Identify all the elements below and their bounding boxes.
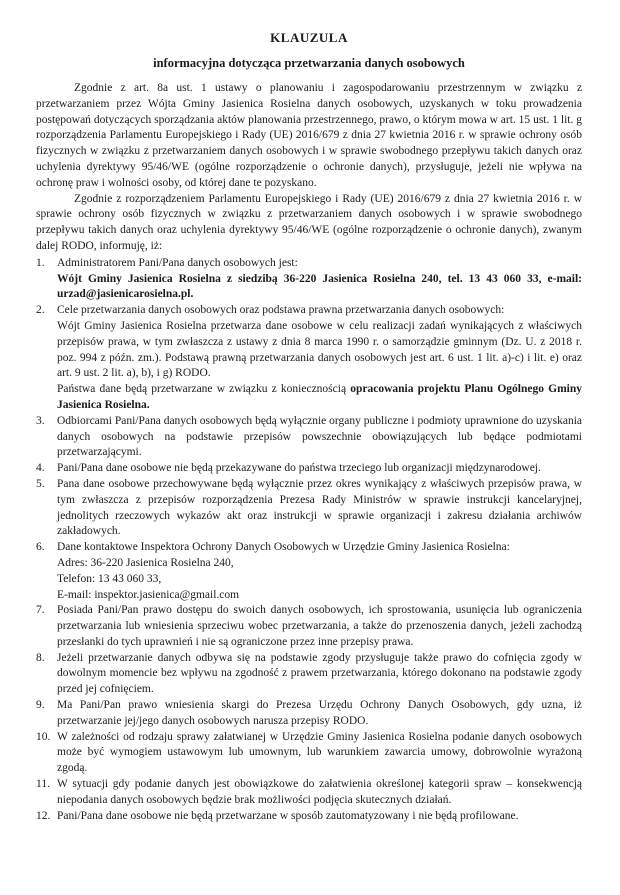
item-number: 8.: [36, 651, 45, 664]
item-9-text: Ma Pani/Pan prawo wniesienia skargi do Prezesa Urzędu Ochrony Danych Osobowych, gdy uzna, iż przetwarzanie jej/jego danych osobowych narusza przepisy RODO.: [57, 699, 582, 727]
list-item-6: [36, 540, 582, 603]
item-number: 10.: [36, 730, 51, 743]
item-1-lead: Administratorem Pani/Pana danych osobowych jest:: [57, 256, 298, 269]
item-number: 11.: [36, 778, 50, 791]
clause-list: [36, 256, 582, 825]
item-number: 6.: [36, 541, 45, 554]
item-6-lead: Dane kontaktowe Inspektora Ochrony Danych Osobowych w Urzędzie Gminy Jasienica Rosielna:: [57, 541, 510, 554]
item-body: [57, 540, 582, 603]
item-1-administrator-details: Wójt Gminy Jasienica Rosielna z siedzibą 36-220 Jasienica Rosielna 240, tel. 13 43 060 33, e-mail: urzad@jasienicarosielna.pl.: [57, 272, 582, 301]
contact-email: E-mail: inspektor.jasienica@gmail.com: [57, 588, 240, 601]
item-10-text: W zależności od rodzaju sprawy załatwianej w Urzędzie Gminy Jasienica Rosielna podanie danych osobowych może być wymogiem ustawowym lub umownym, lub warunkiem zawarcia umowy, dobrowolnie wyrażoną zgodą.: [57, 730, 582, 775]
contact-phone: Telefon: 13 43 060 33,: [57, 572, 162, 585]
note-bold-text: opracowania projektu Planu Ogólnego Gminy Jasienica Rosielna.: [57, 383, 582, 411]
list-item-1: [36, 256, 582, 303]
item-8-text: Jeżeli przetwarzanie danych odbywa się na podstawie zgody przysługuje także prawo do cofnięcia zgody w dowolnym momencie bez wpływu na zgodność z prawem przetwarzania, którego dokonano na podstawie zgody przed jej cofnięciem.: [57, 651, 582, 696]
list-item-9: [36, 698, 582, 730]
intro-paragraph-1: Zgodnie z art. 8a ust. 1 ustawy o planowaniu i zagospodarowaniu przestrzennym w związku z przetwarzaniem przez Wójta Gminy Jasienica Rosielna danych osobowych, uzyskanych w toku prowadzenia postępowań dotyczących sporządzania aktów planowania przestrzennego, prawo, o którym mowa w art. 15 ust. 1 lit. g rozporządzenia Parlamentu Europejskiego i Rady (UE) 2016/679 z dnia 27 kwietnia 2016 r. w sprawie ochrony osób fizycznych w związku z przetwarzaniem danych osobowych i w sprawie swobodnego przepływu takich danych oraz uchylenia dyrektywy 95/46/WE (ogólne rozporządzenie o ochronie danych), przysługuje, jeżeli nie wpływa na ochronę praw i wolności osoby, od której dane te pozyskano.: [36, 82, 582, 189]
item-2-note: [57, 382, 582, 414]
contact-address: Adres: 36-220 Jasienica Rosielna 240,: [57, 556, 234, 569]
item-body: [57, 303, 582, 414]
list-item-4: [36, 461, 582, 477]
note-normal-text: Państwa dane będą przetwarzane w związku z koniecznością: [57, 383, 351, 396]
item-7-text: Posiada Pani/Pan prawo dostępu do swoich danych osobowych, ich sprostowania, usunięcia lub ograniczenia przetwarzania lub wniesienia sprzeciwu wobec przetwarzania, a także do przenoszenia danych, jeżeli zachodzą przesłanki do tych uprawnień i nie są ograniczone przez inne przepisy prawa.: [57, 604, 582, 648]
intro-paragraph-2: Zgodnie z rozporządzeniem Parlamentu Europejskiego i Rady (UE) 2016/679 z dnia 27 kwietnia 2016 r. w sprawie ochrony osób fizycznych w związku z przetwarzaniem danych osobowych i w sprawie swobodnego przepływu takich danych oraz uchylenia dyrektywy 95/46/WE (ogólne rozporządzenie o ochronie danych), zwanym dalej RODO, informuję, iż:: [36, 192, 582, 252]
list-item-8: [36, 651, 582, 698]
item-number: 3.: [36, 414, 45, 427]
item-number: 5.: [36, 477, 45, 490]
item-12-text: Pani/Pana dane osobowe nie będą przetwarzane w sposób zautomatyzowany i nie będą profilowane.: [57, 809, 519, 822]
list-item-11: [36, 777, 582, 809]
item-number: 4.: [36, 462, 45, 475]
item-number: 2.: [36, 304, 45, 317]
list-item-10: [36, 730, 582, 777]
item-2-lead: Cele przetwarzania danych osobowych oraz podstawa prawna przetwarzania danych osobowych:: [57, 304, 505, 317]
item-4-text: Pani/Pana dane osobowe nie będą przekazywane do państwa trzeciego lub organizacji międzynarodowej.: [57, 462, 541, 475]
list-item-2: [36, 303, 582, 414]
item-number: 9.: [36, 699, 45, 712]
list-item-12: [36, 809, 582, 825]
item-number: 1.: [36, 256, 45, 269]
list-item-3: [36, 414, 582, 461]
list-item-7: [36, 603, 582, 650]
item-3-text: Odbiorcami Pani/Pana danych osobowych będą wyłącznie organy publiczne i podmioty uprawnione do uzyskania danych osobowych na podstawie przepisów powszechnie obowiązujących lub będące podmiotami przetwarzającymi.: [57, 414, 582, 459]
item-2-text: Wójt Gminy Jasienica Rosielna przetwarza dane osobowe w celu realizacji zadań wynikających z właściwych przepisów prawa, w tym zwłaszcza z ustawy z dnia 8 marca 1990 r. o samorządzie gminnym (Dz. U. z 2018 r. poz. 994 z późn. zm.). Podstawą prawną przetwarzania danych osobowych jest art. 6 ust. 1 lit. a)-c) i lit. e) oraz art. 9 ust. 2 lit. a), b), i g) RODO.: [57, 319, 582, 380]
item-number: 12.: [36, 809, 51, 822]
document-title: KLAUZULA: [270, 30, 348, 45]
item-11-text: W sytuacji gdy podanie danych jest obowiązkowe do załatwienia określonej kategorii spraw – konsekwencją niepodania danych osobowych będzie brak możliwości podjęcia skutecznych działań.: [57, 778, 582, 806]
item-number: 7.: [36, 604, 45, 617]
document-subtitle: informacyjna dotycząca przetwarzania danych osobowych: [153, 56, 465, 70]
list-item-5: [36, 477, 582, 540]
item-body: [57, 256, 582, 303]
item-5-text: Pana dane osobowe przechowywane będą wyłącznie przez okres wynikający z właściwych przepisów prawa, w tym zwłaszcza z przepisów rozporządzenia Prezesa Rady Ministrów w sprawie instrukcji kancelaryjnej, jednolitych rzeczowych wykazów akt oraz instrukcji w sprawie organizacji i zakresu działania archiwów zakładowych.: [57, 477, 582, 538]
